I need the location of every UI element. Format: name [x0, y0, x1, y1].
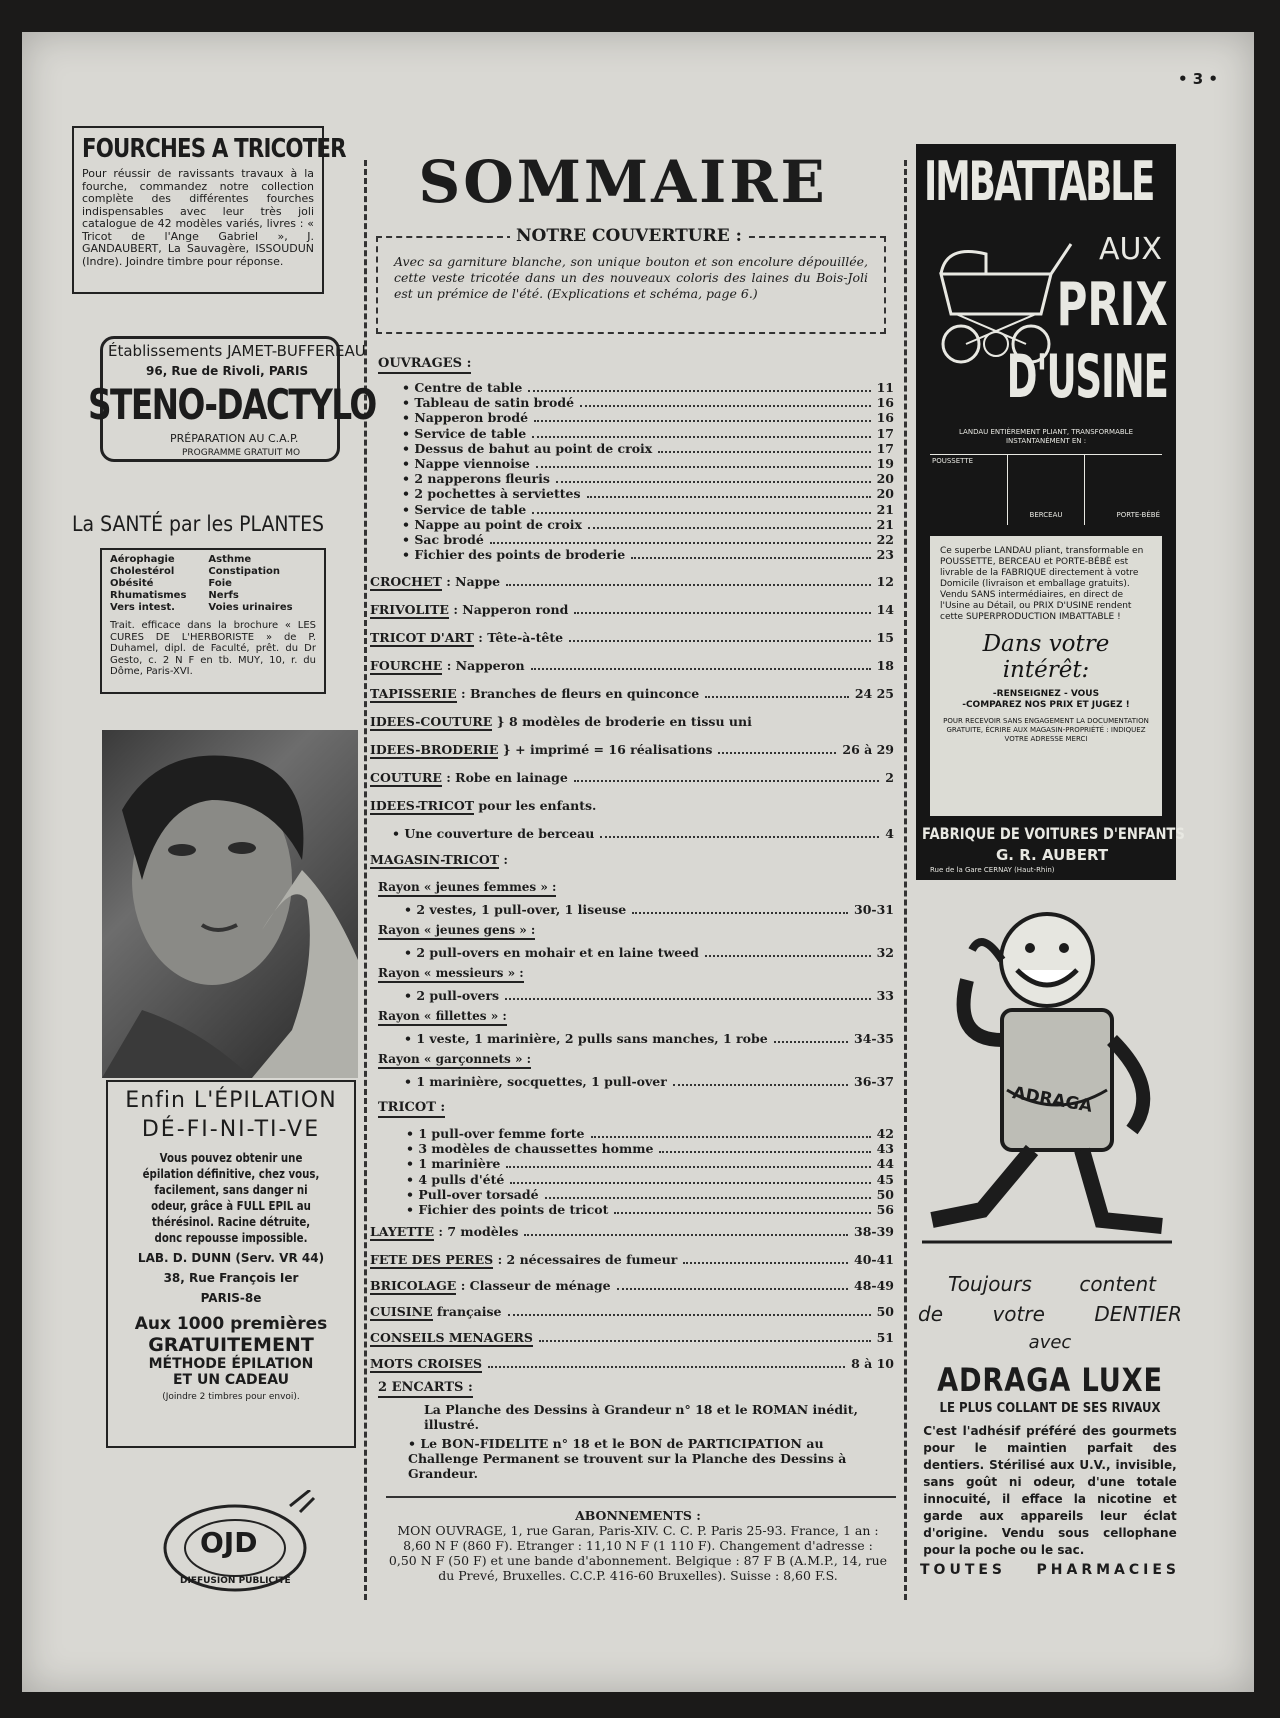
- toc-row-fete-peres: FETE DES PERES : 2 nécessaires de fumeur 40-41: [370, 1252, 894, 1267]
- column-divider-right: [904, 160, 907, 1600]
- ad-cta: -RENSEIGNEZ - VOUS: [992, 689, 1100, 699]
- ad-body: Ce superbe LANDAU pliant, transformable en POUSSETTE, BERCEAU et PORTE-BÉBÉ est livrable de la FABRIQUE directement à votre Domicile (livraison et emballage gratuits). Vendu SANS intermédiaires, en direct de l'Usine au Détail, ou PRIX D'USINE rendent cette SUPERPRODUCTION IMBATTABLE !: [940, 546, 1144, 622]
- toc-item: • 4 pulls d'été 45: [406, 1171, 894, 1187]
- toc-item: • 1 marinière 44: [406, 1156, 894, 1172]
- toc-item: • Dessus de bahut au point de croix 17: [402, 440, 894, 456]
- ad-address: PARIS-8e: [200, 1291, 262, 1305]
- variant-label: PORTE-BÉBÉ: [1116, 511, 1161, 519]
- variant-label: POUSSETTE: [930, 455, 1008, 525]
- ad-company-name: G. R. AUBERT: [996, 846, 1109, 864]
- ojd-logo: [150, 1490, 320, 1600]
- section-encarts: 2 ENCARTS :: [378, 1380, 473, 1398]
- ailments-col-1: Aérophagie Cholestérol Obésité Rhumatismes Vers intest.: [110, 554, 187, 613]
- rayon-heading: Rayon « jeunes femmes » :: [378, 880, 556, 897]
- ad-fourches-a-tricoter: [72, 126, 346, 294]
- couverture-box: [376, 236, 886, 334]
- toc-item: • 1 veste, 1 marinière, 2 pulls sans manches, 1 robe 34-35: [404, 1031, 894, 1046]
- ad-title: La SANTÉ par les PLANTES: [72, 512, 325, 536]
- toc-item: • 1 marinière, socquettes, 1 pull-over 36-37: [404, 1074, 894, 1089]
- toc-item: • Fichier des points de tricot 56: [406, 1202, 894, 1217]
- ad-address: 38, Rue François Ier: [163, 1271, 299, 1285]
- ad-subtitle: LE PLUS COLLANT DE SES RIVAUX: [939, 1401, 1161, 1416]
- ad-white-box: [930, 536, 1162, 816]
- section-tricot: TRICOT :: [378, 1100, 445, 1118]
- page-number: • 3 •: [1177, 70, 1218, 88]
- mascot-label: ADRAGA: [1010, 1083, 1094, 1117]
- ojd-ring-text: DIFFUSION PUBLICITÉ: [180, 1576, 291, 1586]
- ad-headline: PRIX: [1056, 270, 1168, 340]
- variant-label: BERCEAU: [1008, 455, 1086, 525]
- toc-item: • 2 pochettes à serviettes 20: [402, 486, 894, 502]
- toc-row-mots-croises: MOTS CROISES 8 à 10: [370, 1356, 894, 1371]
- ad-offer: MÉTHODE ÉPILATION: [148, 1356, 314, 1372]
- toc-row-layette: LAYETTE : 7 modèles 38-39: [370, 1224, 894, 1239]
- toc-row-idees-tricot: IDEES-TRICOT pour les enfants.: [370, 798, 597, 813]
- toc-item: • Sac brodé 22: [402, 532, 894, 547]
- toc-item: • 2 pull-overs 33: [404, 988, 894, 1003]
- ad-tagline: content: [1079, 1272, 1156, 1296]
- toc-row-bricolage: BRICOLAGE : Classeur de ménage 48-49: [370, 1278, 894, 1293]
- pram-variants: [930, 454, 1162, 525]
- rayon-heading: Rayon « jeunes gens » :: [378, 923, 535, 940]
- rayon-heading: Rayon « messieurs » :: [378, 966, 524, 983]
- ad-tagline: DENTIER: [1094, 1302, 1182, 1326]
- couverture-title: NOTRE COUVERTURE :: [510, 226, 748, 246]
- ad-headline-2: DÉ-FI-NI-TI-VE: [141, 1117, 321, 1142]
- ad-body: C'est l'adhésif préféré des gourmets pour le maintien parfait des dentiers. Stérilisé aux U.V., invisible, sans goût ni odeur, d'une totale innocuité, il efface la nicotine et garde aux appareils leur éclat d'origine. Vendu sous cellophane pour la poche ou le sac.: [923, 1423, 1177, 1557]
- adraga-mascot-illustration: [912, 890, 1182, 1250]
- ad-note: (Joindre 2 timbres pour envoi).: [162, 1392, 300, 1402]
- page-title: SOMMAIRE: [418, 148, 828, 216]
- ad-steno-dactylo: [72, 328, 376, 488]
- ad-footer: PHARMACIES: [1036, 1562, 1180, 1578]
- rayon-heading: Rayon « fillettes » :: [378, 1009, 507, 1026]
- ad-body: Pour réussir de ravissants travaux à la fourche, commandez notre collection complète des différentes fourches indispensables avec leur très joli catalogue de 42 modèles variés, livres : « Tricot de l'Ange Gabriel », J. GANDAUBERT, La Sauvagère, ISSOUDUN (Indre). Joindre timbre pour réponse.: [82, 167, 314, 268]
- toc-row-frivolite: FRIVOLITE : Napperon rond 14: [370, 602, 894, 617]
- ad-address: LAB. D. DUNN (Serv. VR 44): [137, 1251, 325, 1265]
- ad-offer: Aux 1000 premières: [134, 1314, 328, 1334]
- ad-headline: D'USINE: [1007, 342, 1168, 412]
- ad-subline: LANDAU ENTIÈREMENT PLIANT, TRANSFORMABLE INSTANTANÉMENT EN :: [958, 428, 1133, 445]
- ad-panel: [106, 1080, 356, 1448]
- ad-line: PRÉPARATION AU C.A.P.: [170, 432, 299, 445]
- toc-item: • Nappe au point de croix 21: [402, 516, 894, 532]
- ad-body: Trait. efficace dans la brochure « LES CURES DE L'HERBORISTE » de P. Duhamel, dipl. de Faculté, prêt. du Dr Gesto, c. 2 N F en tb. MUY, 10, r. du Dôme, Paris-XVI.: [110, 620, 316, 677]
- ad-headline: Enfin L'ÉPILATION: [125, 1088, 337, 1113]
- ad-adraga-luxe: [914, 1272, 1186, 1578]
- ad-note: POUR RECEVOIR SANS ENGAGEMENT LA DOCUMENTATION GRATUITE, ÉCRIRE AUX MAGASIN-PROPRIÉTÉ : INDIQUEZ VOTRE ADRESSE MERCI: [943, 717, 1149, 743]
- toc-row-fourche: FOURCHE : Napperon 18: [370, 658, 894, 673]
- toc-item: • Napperon brodé 16: [402, 410, 894, 426]
- toc-row-idees-couture: IDEES-COUTURE } 8 modèles de broderie en tissu uni: [370, 714, 752, 729]
- ad-tagline: de: [918, 1302, 943, 1326]
- ad-headline: AUX: [1098, 232, 1162, 267]
- toc-item: • 2 vestes, 1 pull-over, 1 liseuse 30-31: [404, 902, 894, 917]
- ad-script: Dans votre intérêt:: [982, 631, 1110, 683]
- toc-item: • Service de table 21: [402, 501, 894, 517]
- toc-row-magasin-tricot: MAGASIN-TRICOT :: [370, 852, 508, 867]
- ad-title: FOURCHES A TRICOTER: [82, 134, 346, 164]
- ad-tagline: avec: [1028, 1332, 1072, 1353]
- toc-item: • Centre de table 11: [402, 380, 894, 395]
- ojd-letters: OJD: [200, 1526, 258, 1559]
- ad-body: Vous pouvez obtenir une épilation définitive, chez vous, facilement, sans danger ni odeur, grâce à FULL EPIL au thérésinol. Racine détruite, donc repousse impossible.: [142, 1151, 320, 1245]
- encarts-block: [380, 1402, 880, 1481]
- ad-line: PROGRAMME GRATUIT MO: [182, 448, 301, 458]
- toc-row-couture: COUTURE : Robe en lainage 2: [370, 770, 894, 785]
- section-ouvrages: OUVRAGES :: [378, 356, 471, 374]
- ad-tagline: Toujours: [948, 1272, 1032, 1296]
- toc-item: • 2 napperons fleuris 20: [402, 471, 894, 487]
- ad-line: 96, Rue de Rivoli, PARIS: [146, 364, 309, 378]
- couverture-text: Avec sa garniture blanche, son unique bouton et son encolure dépouillée, cette veste tricotée dans un des nouveaux coloris des laines du Bois-Joli est un prémice de l'été. (Explications et schéma, page 6.): [394, 254, 868, 301]
- ad-offer: GRATUITEMENT: [148, 1334, 314, 1356]
- toc-item: • Pull-over torsadé 50: [406, 1186, 894, 1202]
- toc-row-crochet: CROCHET : Nappe 12: [370, 574, 894, 589]
- ad-cta: -COMPAREZ NOS PRIX ET JUGEZ !: [962, 700, 1130, 710]
- abonnements-title: ABONNEMENTS :: [575, 1508, 701, 1523]
- toc-item: • Fichier des points de broderie 23: [402, 547, 894, 563]
- ad-line: Établissements JAMET-BUFFEREAU: [108, 342, 366, 360]
- ad-footer: TOUTES: [920, 1562, 1007, 1578]
- ad-brand: STENO-DACTYLO: [88, 380, 376, 429]
- ailments-col-2: Asthme Constipation Foie Nerfs Voies urinaires: [208, 554, 293, 613]
- toc-row-cuisine: CUISINE française 50: [370, 1304, 894, 1319]
- ad-tagline: votre: [992, 1302, 1045, 1326]
- toc-item: • Tableau de satin brodé 16: [402, 395, 894, 411]
- ad-company: FABRIQUE DE VOITURES D'ENFANTS: [922, 824, 1185, 843]
- ad-imbattable-landau: [916, 144, 1185, 880]
- toc-item: • Une couverture de berceau 4: [392, 826, 894, 841]
- toc-item: • 2 pull-overs en mohair et en laine tweed 32: [404, 945, 894, 960]
- divider: [386, 1496, 896, 1498]
- toc-item: • Nappe viennoise 19: [402, 456, 894, 471]
- column-divider-left: [364, 160, 367, 1600]
- ad-epilation: [72, 730, 358, 1450]
- ad-headline: IMBATTABLE: [924, 150, 1154, 213]
- toc-item: • 1 pull-over femme forte 42: [406, 1126, 894, 1141]
- ad-brand: ADRAGA LUXE: [937, 1361, 1163, 1399]
- toc-row-idees-broderie: IDEES-BRODERIE } + imprimé = 16 réalisations 26 à 29: [370, 742, 894, 757]
- toc-row-tricot-art: TRICOT D'ART : Tête-à-tête 15: [370, 630, 894, 645]
- encart-2: • Le BON-FIDELITE n° 18 et le BON de PARTICIPATION au Challenge Permanent se trouvent sur la Planche des Dessins à Grandeur.: [408, 1436, 847, 1481]
- ad-box: [100, 548, 326, 694]
- toc-row-tapisserie: TAPISSERIE : Branches de fleurs en quinconce 24 25: [370, 686, 894, 701]
- ad-sante-plantes: [72, 512, 332, 697]
- woman-portrait-photo: [102, 730, 358, 1078]
- toc-row-conseils: CONSEILS MENAGERS 51: [370, 1330, 894, 1345]
- encart-1: La Planche des Dessins à Grandeur n° 18 et le ROMAN inédit, illustré.: [424, 1402, 858, 1432]
- toc-item: • Service de table 17: [402, 425, 894, 441]
- abonnements-text: MON OUVRAGE, 1, rue Garan, Paris-XIV. C. C. P. Paris 25-93. France, 1 an : 8,60 N F (860 F). Etranger : 11,10 N F (1 110 F). Changement d'adresse : 0,50 N F (50 F) et une bande d'abonnement. Belgique : 87 F B (A.M.P., 14, rue du Prevé, Bruxelles. C.C.P. 416-60 Bruxelles). Suisse : 8,60 F.S.: [388, 1523, 888, 1583]
- ad-address: Rue de la Gare CERNAY (Haut-Rhin): [930, 866, 1055, 874]
- toc-item: • 3 modèles de chaussettes homme 43: [406, 1141, 894, 1157]
- ad-offer: ET UN CADEAU: [172, 1372, 289, 1388]
- rayon-heading: Rayon « garçonnets » :: [378, 1052, 531, 1069]
- abonnements-block: [388, 1508, 888, 1583]
